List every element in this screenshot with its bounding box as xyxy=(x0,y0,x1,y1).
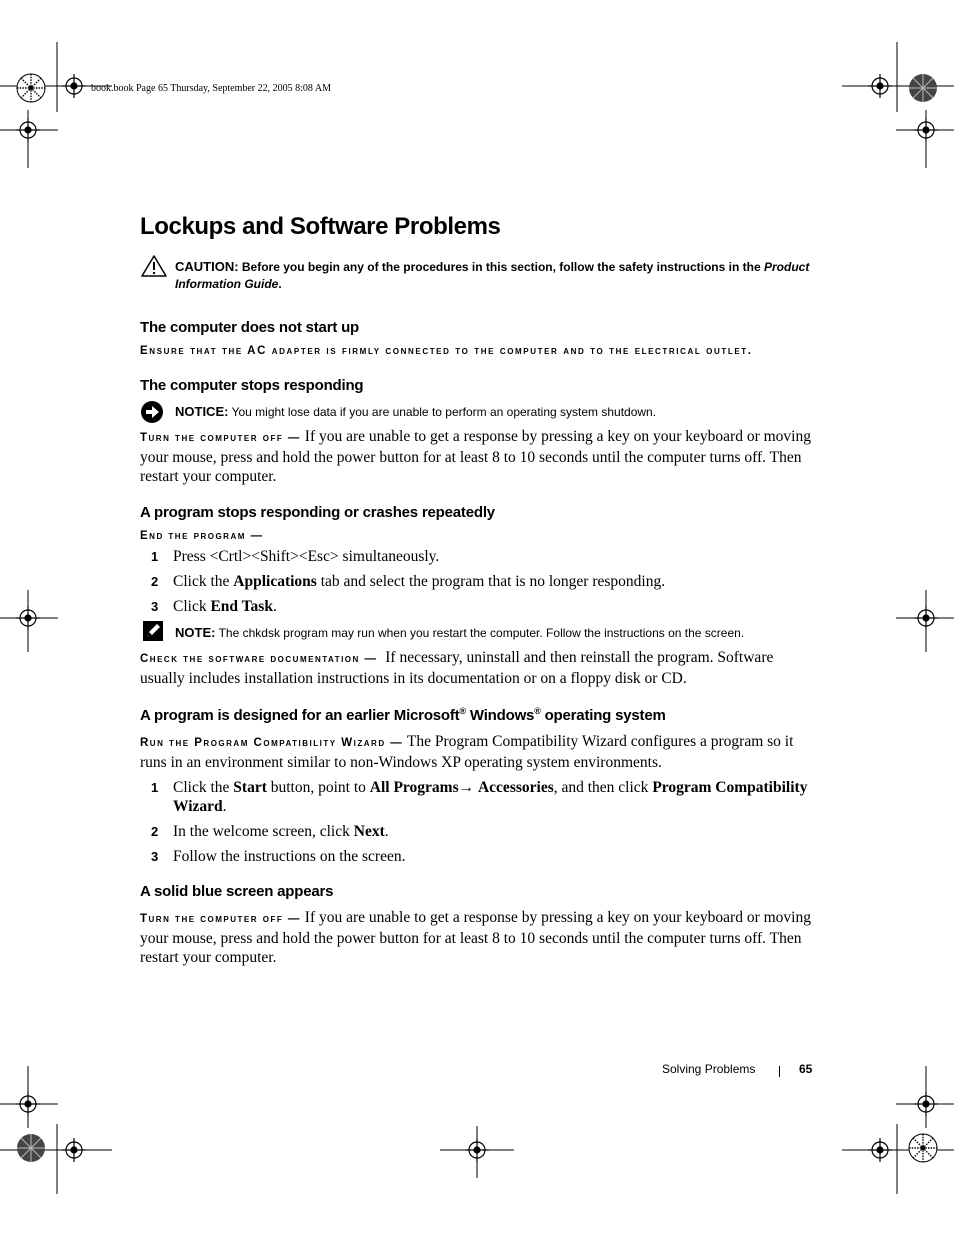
footer-divider xyxy=(779,1066,780,1077)
star-target-icon xyxy=(909,1134,937,1162)
step-text: In the welcome screen, click xyxy=(173,822,350,840)
step-number: 3 xyxy=(151,598,159,614)
list-item xyxy=(140,597,812,616)
paragraph-turn-off xyxy=(140,427,812,486)
heading-stops-responding: The computer stops responding xyxy=(140,376,364,394)
registration-mark-icon xyxy=(868,1138,892,1162)
note-box xyxy=(140,624,812,642)
heading-program-crashes: A program stops responding or crashes repeatedly xyxy=(140,503,495,521)
body-compat-wizard: The Program Compatibility Wizard configures a program so it runs in an environment similar to non-Windows XP operating system environments. xyxy=(140,732,794,771)
step-text: tab and select the program that is no longer responding. xyxy=(320,572,666,590)
list-item xyxy=(140,822,812,841)
caution-end: . xyxy=(278,276,282,291)
ui-term-start: Start xyxy=(233,778,267,796)
ui-term-all-programs: All Programs xyxy=(369,778,459,796)
arrow-icon: → xyxy=(458,778,475,796)
registration-mark-icon xyxy=(16,1092,40,1116)
list-item xyxy=(140,572,812,591)
star-target-icon xyxy=(17,74,45,102)
ui-term-next: Next xyxy=(353,822,385,840)
step-number: 2 xyxy=(151,573,159,589)
body-turn-off: If you are unable to get a response by pressing a key on your keyboard or moving your mouse, press and hold the power button for at least 8 to 10 seconds until the computer turns off. Then restart your computer. xyxy=(140,427,811,485)
ui-term-applications: Applications xyxy=(233,572,317,590)
ui-term-accessories: Accessories xyxy=(477,778,554,796)
heading-earlier-windows xyxy=(140,706,812,725)
registration-mark-icon xyxy=(914,606,938,630)
list-item xyxy=(140,778,812,816)
step-text: . xyxy=(272,597,277,615)
step-number: 1 xyxy=(151,779,159,795)
print-slug: book.book Page 65 Thursday, September 22, 2005 8:08 AM xyxy=(91,83,331,94)
note-label: NOTE: xyxy=(175,624,216,640)
list-item xyxy=(140,547,812,566)
registered-mark: ® xyxy=(534,705,541,716)
heading-part: Windows xyxy=(469,706,535,724)
list-item xyxy=(140,847,812,866)
step-text: Click the xyxy=(173,572,230,590)
page-content xyxy=(140,213,812,967)
caution-label: CAUTION: xyxy=(175,258,239,274)
star-target-icon xyxy=(17,1134,45,1162)
step-text: Click xyxy=(173,597,207,615)
caution-triangle-icon xyxy=(140,254,168,283)
caution-box xyxy=(140,258,812,293)
registration-mark-icon xyxy=(62,74,86,98)
heading-blue-screen: A solid blue screen appears xyxy=(140,882,334,900)
caution-doc-title: Product Information Guide xyxy=(175,259,810,291)
registered-mark: ® xyxy=(459,705,466,716)
body-blue-screen: If you are unable to get a response by pressing a key on your keyboard or moving your mouse, press and hold the power button for at least 8 to 10 seconds until the computer turns off. Then restart your computer. xyxy=(140,908,811,966)
lead-compat-wizard: Run the Program Compatibility Wizard — xyxy=(140,736,404,749)
page-title: Lockups and Software Problems xyxy=(140,213,501,240)
star-target-icon xyxy=(909,74,937,102)
registration-mark-icon xyxy=(914,118,938,142)
page-footer xyxy=(662,1062,817,1076)
heading-part: operating system xyxy=(544,706,666,724)
registration-mark-icon xyxy=(16,606,40,630)
registration-mark-icon xyxy=(16,118,40,142)
step-number: 1 xyxy=(151,548,159,564)
paragraph-software-docs xyxy=(140,648,812,688)
lead-software-docs: Check the software documentation — xyxy=(140,652,378,665)
heading-does-not-start: The computer does not start up xyxy=(140,318,360,336)
page-number: 65 xyxy=(799,1062,813,1076)
notice-label: NOTICE: xyxy=(175,403,229,419)
notice-text: You might lose data if you are unable to perform an operating system shutdown. xyxy=(231,404,657,419)
caution-text: Before you begin any of the procedures in this section, follow the safety instructions in the xyxy=(241,259,761,274)
paragraph-blue-screen xyxy=(140,908,812,967)
step-text: button, point to xyxy=(270,778,366,796)
paragraph-compat-wizard xyxy=(140,732,812,772)
ui-term-program-compat-wizard: Program Compatibility Wizard xyxy=(173,778,808,815)
registration-mark-icon xyxy=(62,1138,86,1162)
step-number: 2 xyxy=(151,823,159,839)
note-text: The chkdsk program may run when you restart the computer. Follow the instructions on the screen. xyxy=(218,625,745,640)
notice-box xyxy=(140,403,812,421)
lead-turn-off: Turn the computer off — xyxy=(140,431,301,444)
registration-mark-icon xyxy=(868,74,892,98)
note-pencil-icon xyxy=(143,621,163,646)
notice-arrow-icon xyxy=(140,400,164,429)
step-text: Click the xyxy=(173,778,230,796)
heading-part: A program is designed for an earlier Microsoft xyxy=(140,706,460,724)
footer-section-name: Solving Problems xyxy=(662,1062,756,1076)
lead-blue-screen: Turn the computer off — xyxy=(140,912,301,925)
lead-end-program: End the program — xyxy=(140,529,264,542)
step-text: Follow the instructions on the screen. xyxy=(173,847,406,865)
ui-term-end-task: End Task xyxy=(210,597,273,615)
step-number: 3 xyxy=(151,848,159,864)
step-text: . xyxy=(222,797,227,815)
step-text: Press <Crtl><Shift><Esc> simultaneously. xyxy=(173,547,440,565)
body-software-docs: If necessary, uninstall and then reinstall the program. Software usually includes installation instructions in its documentation or on a floppy disk or CD. xyxy=(140,648,774,687)
instruction-ac-adapter: Ensure that the AC adapter is firmly connected to the computer and to the electrical outlet. xyxy=(140,344,753,357)
registration-mark-icon xyxy=(465,1138,489,1162)
step-text: , and then click xyxy=(553,778,649,796)
registration-mark-icon xyxy=(914,1092,938,1116)
step-text: . xyxy=(384,822,389,840)
